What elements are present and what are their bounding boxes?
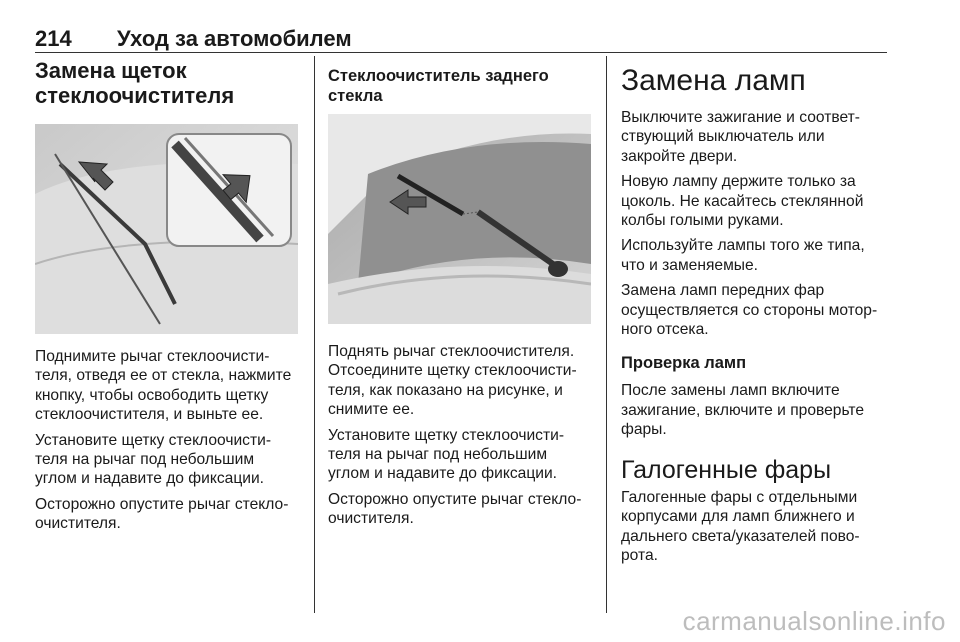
section-heading-halogen: Галогенные фары <box>621 455 832 484</box>
header-rule <box>35 52 887 53</box>
subheading-bulb-check: Проверка ламп <box>621 354 747 373</box>
chapter-title: Уход за автомобилем <box>117 26 352 51</box>
column-wiper-front-text <box>35 347 305 534</box>
page-number: 214 <box>35 26 72 51</box>
section-heading-bulb-replacement: Замена ламп <box>621 64 806 97</box>
column-divider-1 <box>314 56 315 613</box>
paragraph-remove-blade: Поднимите рычаг стеклоочисти- теля, отведя ее от стекла, нажмите кнопку, чтобы освободить щетку стеклоочистителя, и выньте ее. <box>35 348 292 424</box>
column-wiper-rear-text <box>328 342 598 529</box>
section-heading-rear-wiper: Стеклоочиститель заднего стекла <box>328 67 549 105</box>
paragraph-check-lights: После замены ламп включите зажигание, включите и проверьте фары. <box>621 382 865 439</box>
paragraph-halogen-headlights: Галогенные фары с отдельными корпусами для ламп ближнего и дальнего света/указателей пово- рота. <box>621 488 860 564</box>
paragraph-hold-bulb: Новую лампу держите только за цоколь. Не касайтесь стеклянной колбы голыми руками. <box>621 173 864 230</box>
paragraph-lower-rear-arm: Осторожно опустите рычаг стекло- очистителя. <box>328 490 582 528</box>
paragraph-engine-compartment: Замена ламп передних фар осуществляется со стороны мотор- ного отсека. <box>621 282 878 339</box>
watermark: carmanualsonline.info <box>682 606 946 636</box>
paragraph-install-rear-blade: Установите щетку стеклоочисти- теля на рычаг под небольшим углом и надавите до фиксации. <box>328 426 565 483</box>
section-heading-wiper-blades: Замена щеток стеклоочистителя <box>35 58 235 108</box>
paragraph-switch-off: Выключите зажигание и соответ- ствующий выключатель или закройте двери. <box>621 109 860 165</box>
column-divider-2 <box>606 56 607 613</box>
rear-wiper-illustration <box>328 114 591 324</box>
paragraph-install-blade: Установите щетку стеклоочисти- теля на рычаг под небольшим углом и надавите до фиксации. <box>35 431 272 488</box>
page-header <box>35 26 887 52</box>
column-wiper-front <box>35 58 300 108</box>
front-wiper-illustration <box>35 124 298 334</box>
column-wiper-rear <box>328 66 593 106</box>
paragraph-same-type: Используйте лампы того же типа, что и заменяемые. <box>621 237 865 274</box>
paragraph-detach-rear-blade: Поднять рычаг стеклоочистителя. Отсоедините щетку стеклоочисти- теля, как показано на рисунке, и снимите ее. <box>328 343 577 419</box>
paragraph-lower-arm: Осторожно опустите рычаг стекло- очистителя. <box>35 495 289 533</box>
column-bulb-replacement <box>621 64 896 565</box>
